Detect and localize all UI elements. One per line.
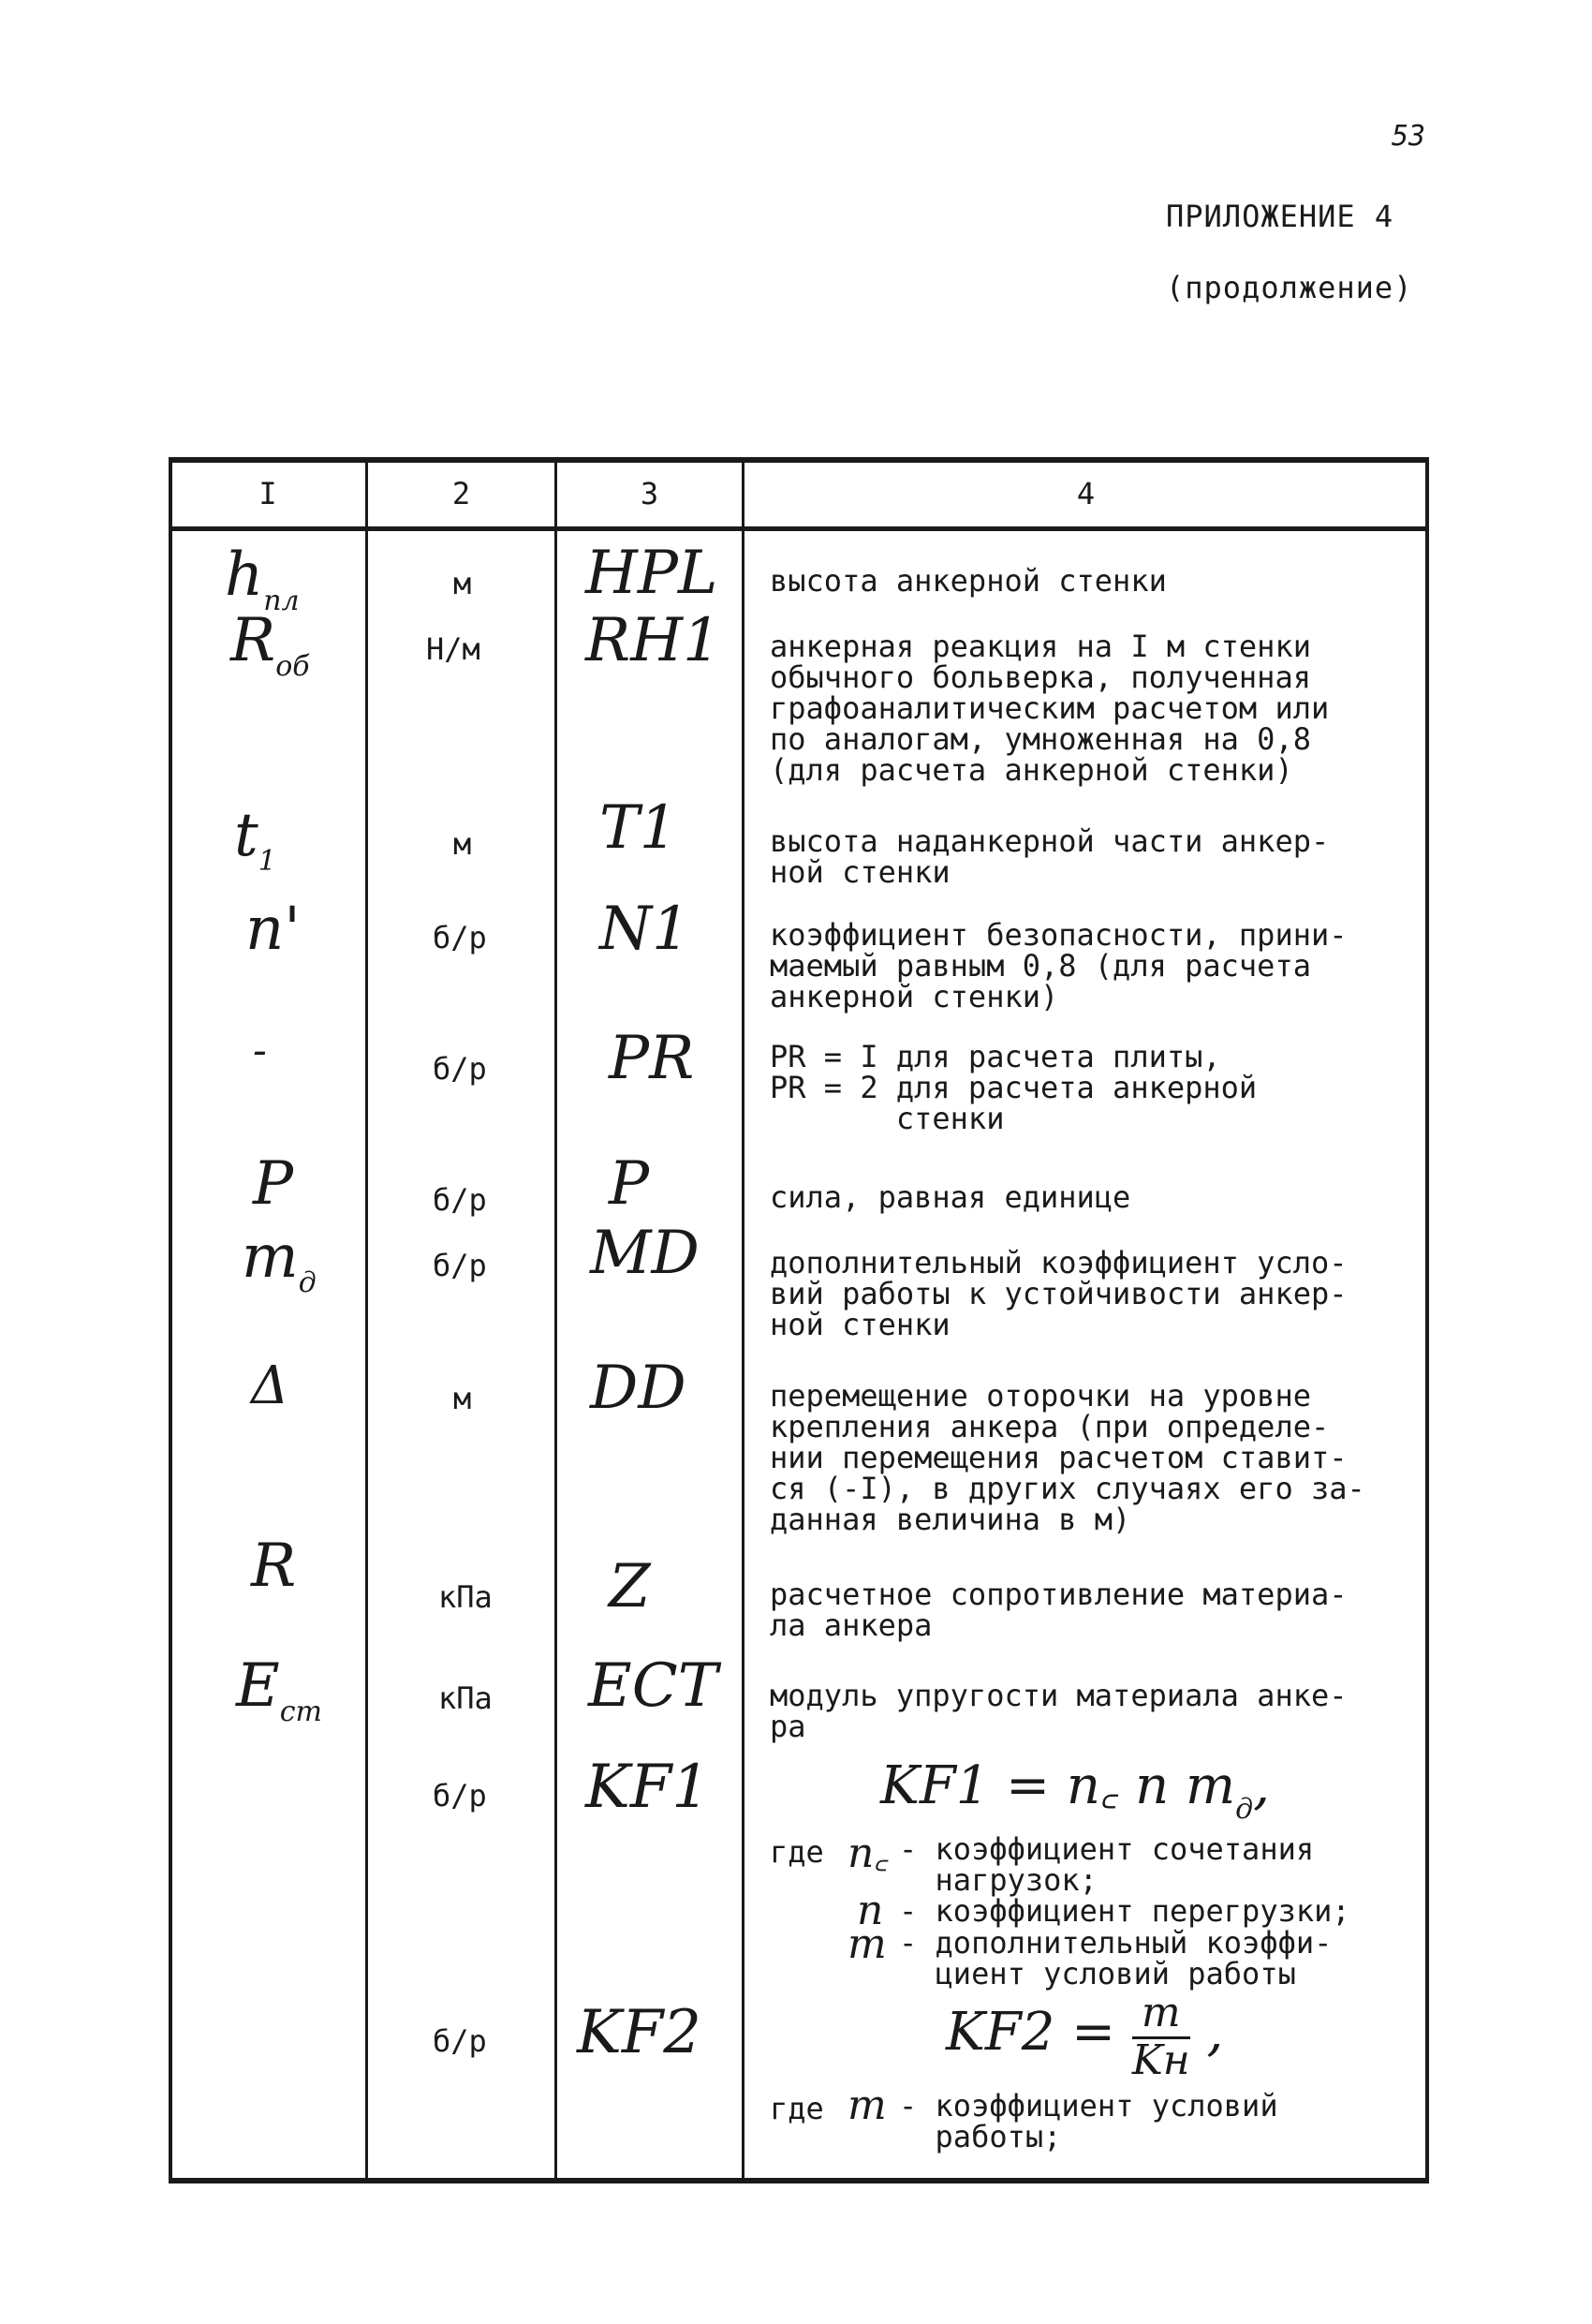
unit-cell: б/р [433,920,487,955]
symbol-cell: n' [245,895,301,964]
column-divider [742,459,744,2181]
unit-cell: м [453,826,472,862]
description-cell: модуль упругости материала анке- ра [770,1678,1348,1744]
column-header-3: 3 [640,476,659,511]
code-cell: ECT [588,1651,718,1721]
description-cell: дополнительный коэффициент усло- вий работы к устойчивости анкер- ной стенки [770,1245,1348,1342]
unit-cell: б/р [433,2023,487,2059]
description-cell: PR = I для расчета плиты, PR = 2 для расчета анкерной стенки [770,1039,1258,1136]
unit-cell: м [453,1381,472,1416]
where-symbol: n [857,1887,884,1934]
column-header-1: I [258,476,277,511]
unit-cell: б/р [433,1248,487,1283]
symbol-cell: $R_{об}$ [230,606,310,683]
unit-cell: кПа [438,1680,493,1716]
unit-cell: кПа [438,1579,493,1615]
symbol-cell: Δ [251,1355,289,1416]
page-number: 53 [1392,120,1426,153]
unit-cell: б/р [433,1182,487,1218]
fraction-denominator: Kн [1131,2036,1190,2084]
appendix-title: ПРИЛОЖЕНИЕ 4 [1166,199,1394,234]
where-symbol: m [848,2081,887,2129]
fraction-numerator: m [1132,1990,1190,2039]
kf2-formula: KF2 = $\frac{m}{Kн}$ , [946,1989,1224,2084]
symbol-cell: $m_д$ [242,1222,317,1299]
description-cell: перемещение оторочки на уровне крепления анкера (при определе- нии перемещения расчетом ставит- ся (-I), в других случаях его за- данная величина в м) [770,1378,1365,1537]
description-cell: высота наданкерной части анкер- ной стенки [770,823,1330,890]
description-cell: анкерная реакция на I м стенки обычного больверка, полученная графоаналитическим расчетом или по аналогам, умноженная на 0,8 (для расчета анкерной стенки) [770,629,1330,788]
code-cell: P [609,1149,650,1219]
code-cell: N1 [599,895,690,964]
description-cell: коэффициент безопасности, прини- маемый равным 0,8 (для расчета анкерной стенки) [770,917,1348,1014]
symbol-cell: R [251,1532,297,1601]
where-text: - коэффициент сочетания нагрузок; [899,1831,1315,1898]
code-cell: PR [609,1024,695,1093]
where-symbol: m [848,1920,887,1968]
where-text: - дополнительный коэффи- циент условий работы [899,1925,1333,1991]
code-cell: KF1 [585,1753,710,1822]
code-cell: RH1 [585,606,721,675]
code-cell: T1 [599,793,678,863]
code-cell: Z [609,1552,651,1621]
symbol-cell: - [253,1027,267,1074]
where-label: где [770,2091,824,2126]
symbol-cell: P [253,1149,294,1219]
unit-cell: б/р [433,1051,487,1087]
code-cell: DD [590,1354,686,1423]
appendix-subtitle: (продолжение) [1166,270,1413,305]
code-cell: HPL [585,539,718,608]
code-cell: KF2 [577,1998,701,2067]
where-text: - коэффициент условий работы; [899,2088,1278,2154]
code-cell: MD [590,1219,700,1288]
symbol-cell: $h_{пл}$ [225,540,300,617]
column-header-2: 2 [451,476,471,511]
symbol-cell: $t_1$ [234,801,276,878]
description-cell: расчетное сопротивление материа- ла анкера [770,1576,1348,1643]
kf1-formula: KF1 = n꜀ n $m_д$, [880,1755,1270,1826]
where-label: где [770,1834,824,1870]
column-divider [554,459,557,2181]
description-cell: сила, равная единице [770,1179,1131,1215]
column-header-4: 4 [1076,476,1096,511]
kf2-fraction [1132,1990,1190,2082]
unit-cell: б/р [433,1778,487,1813]
description-cell: высота анкерной стенки [770,563,1167,599]
header-divider [170,526,1427,531]
column-divider [365,459,368,2181]
symbol-cell: $E_{ст}$ [236,1651,322,1728]
unit-cell: м [453,566,472,601]
unit-cell: Н/м [426,631,480,667]
where-symbol: n꜀ [848,1829,889,1877]
where-text: - коэффициент перегрузки; [899,1893,1350,1929]
